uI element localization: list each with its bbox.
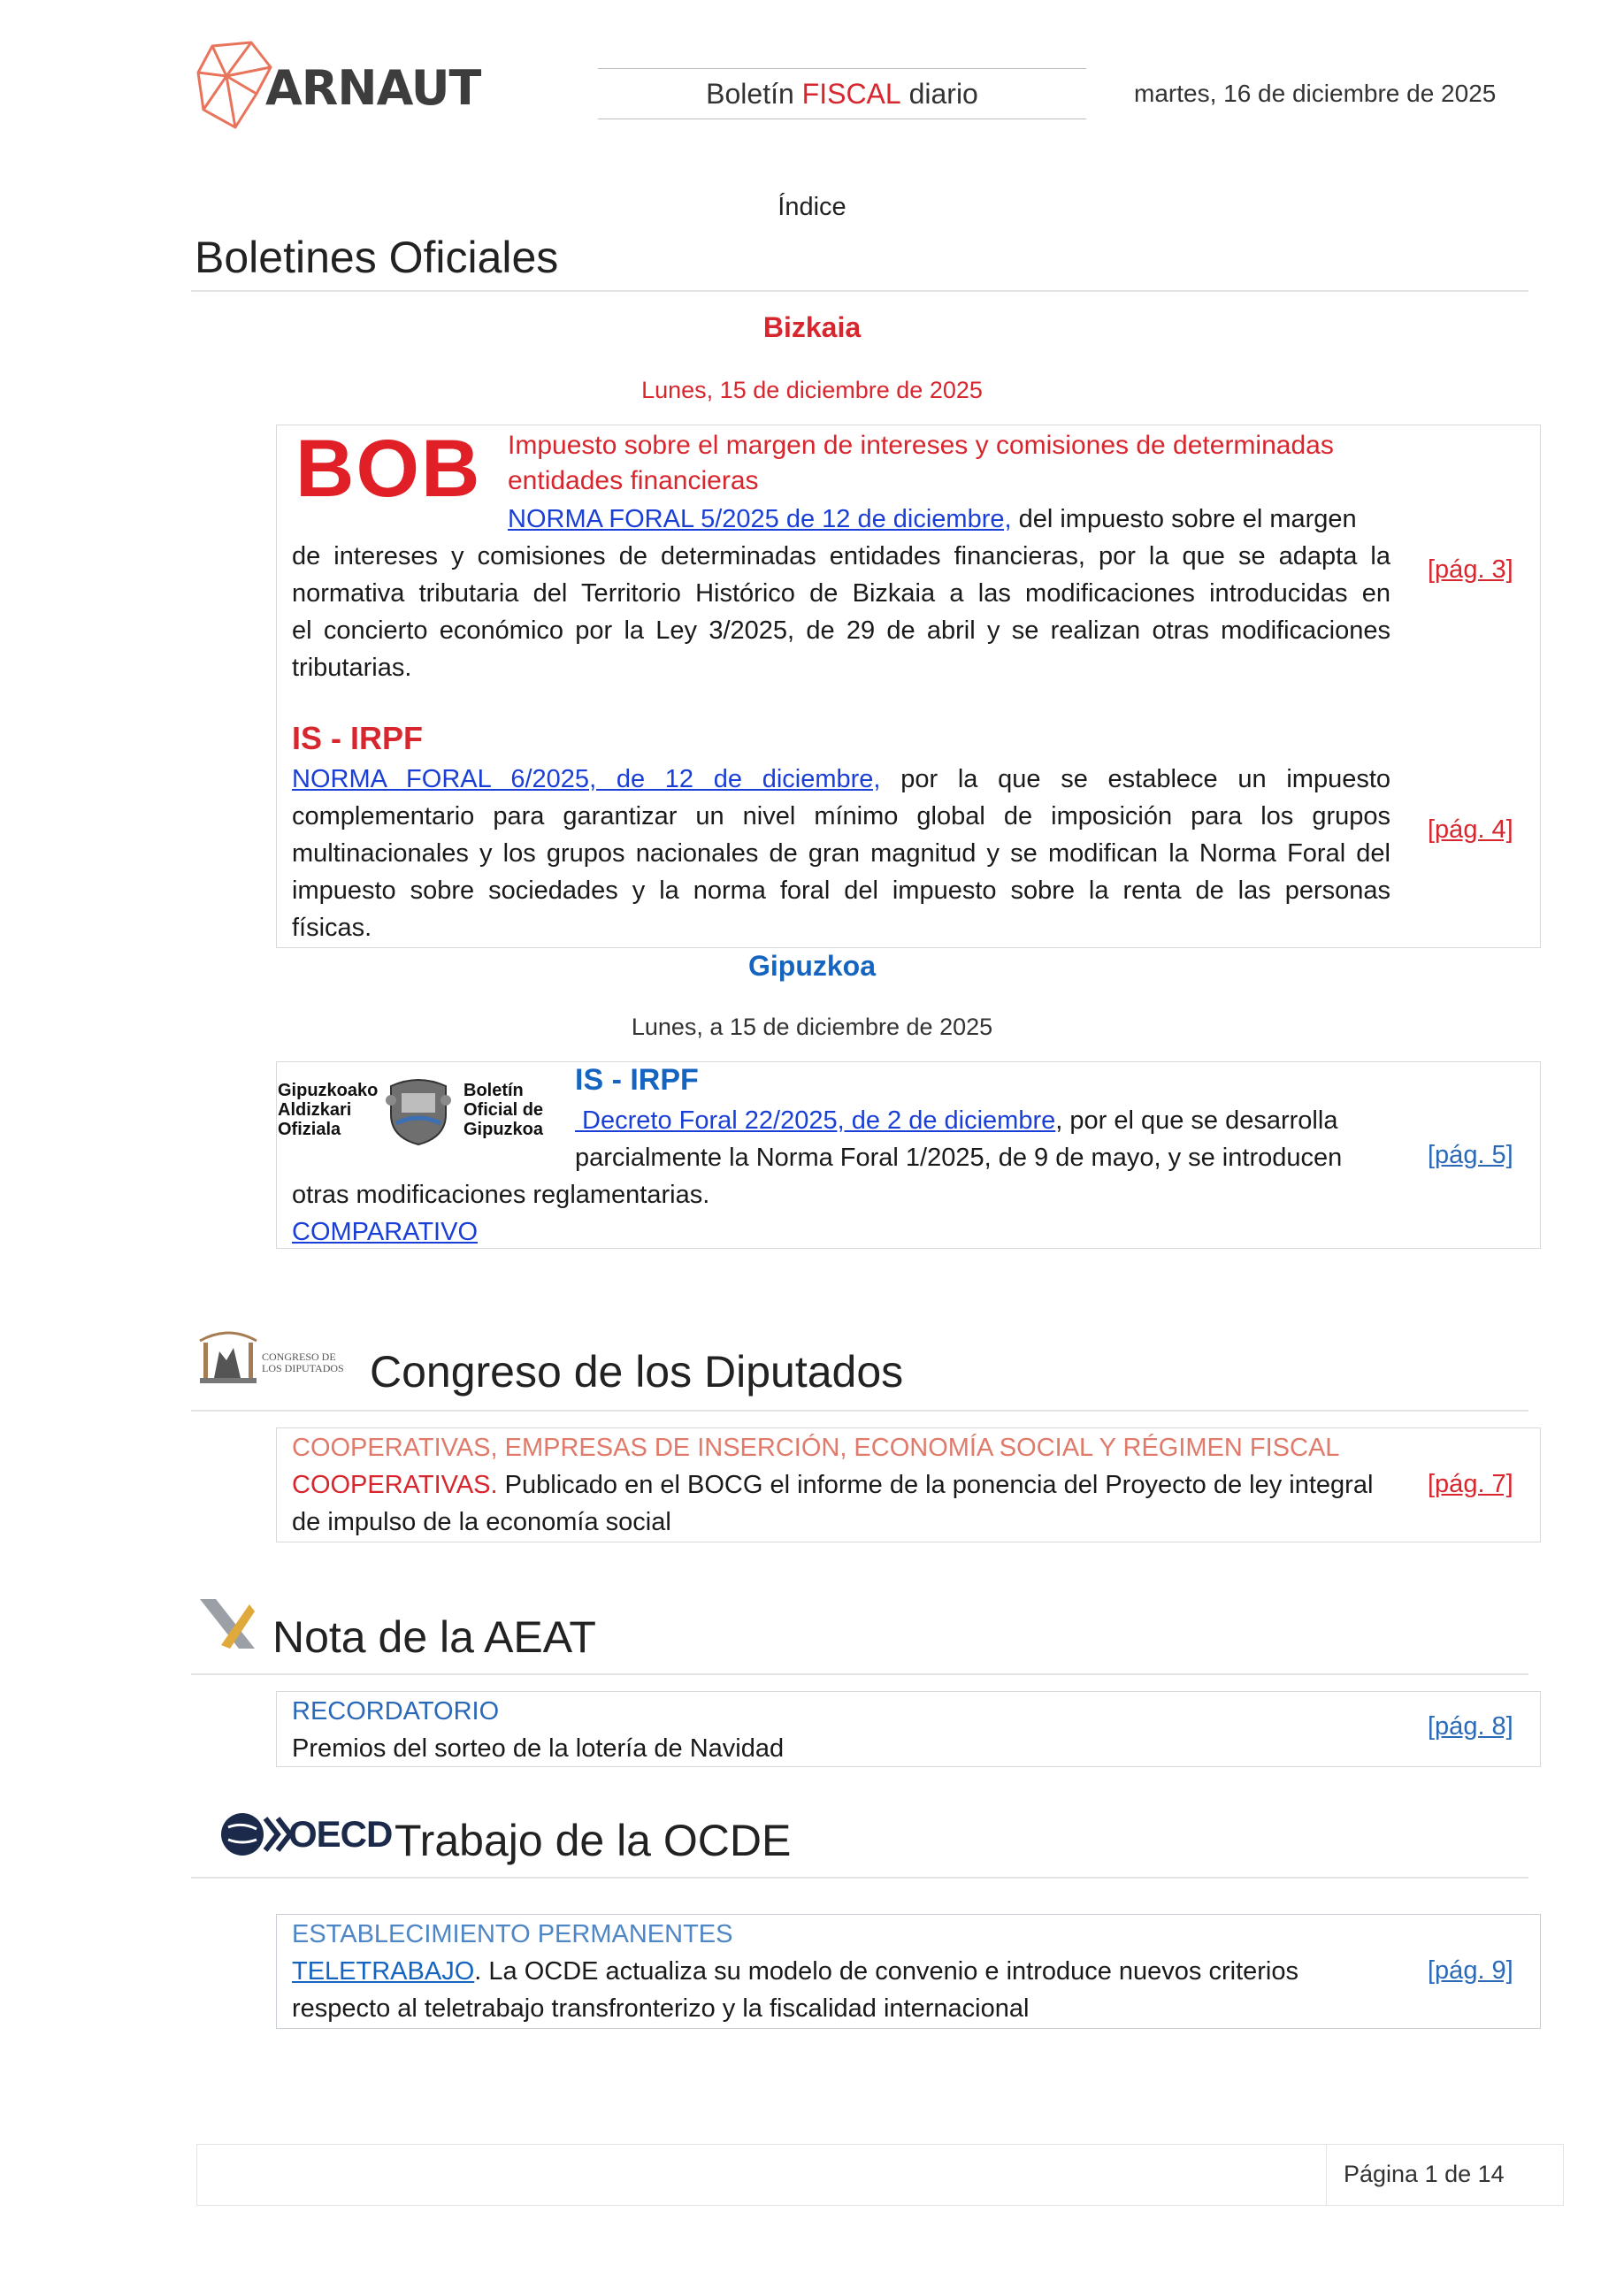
- bulletin-title: [598, 68, 1086, 119]
- region-date-bizkaia: Lunes, 15 de diciembre de 2025: [641, 377, 983, 403]
- bulletin-title-post: diario: [900, 77, 978, 110]
- entry-first-line: [292, 1466, 1373, 1504]
- region-gipuzkoa: Gipuzkoa: [747, 950, 876, 982]
- entry-lead: TELETRABAJO: [292, 1957, 475, 1986]
- page-reference-link[interactable]: [1428, 1141, 1513, 1170]
- entry-category: COOPERATIVAS, EMPRESAS DE INSERCIÓN, ECONOMÍA SOCIAL Y RÉGIMEN FISCAL: [292, 1434, 1340, 1462]
- oecd-globe-icon: [219, 1810, 294, 1859]
- norma-foral-5-link[interactable]: NORMA FORAL 5/2025 de 12 de diciembre,: [508, 505, 1012, 533]
- entry-heading: IS - IRPF: [292, 720, 424, 756]
- page-reference-text[interactable]: [pág. 8]: [1428, 1712, 1513, 1741]
- entry-first-line: [292, 761, 1390, 798]
- section-divider: [191, 1673, 1528, 1675]
- page-reference-text[interactable]: [pág. 7]: [1428, 1470, 1513, 1498]
- entry-category: ESTABLECIMIENTO PERMANENTES: [292, 1920, 733, 1948]
- section-title-aeat: Nota de la AEAT: [272, 1612, 596, 1662]
- entry-line: complementario para garantizar un nivel mínimo global de imposición para los grupos: [292, 802, 1390, 830]
- gipuzkoa-logo-left-text: Gipuzkoako Aldizkari Ofiziala: [278, 1081, 379, 1139]
- footer-box: [196, 2144, 1564, 2206]
- congreso-emblem-icon: [196, 1325, 260, 1387]
- comparativo-link[interactable]: COMPARATIVO: [292, 1218, 478, 1246]
- entry-line: el concierto económico por la Ley 3/2025, de 29 de abril y se realizan otras modificaciones: [292, 616, 1390, 645]
- entry-text: Publicado en el BOCG el informe de la ponencia del Proyecto de ley integral: [497, 1471, 1374, 1499]
- page-reference-text[interactable]: [pág. 5]: [1428, 1141, 1513, 1169]
- bulletin-title-pre: Boletín: [706, 77, 802, 110]
- page-number: Página 1 de 14: [1344, 2161, 1505, 2187]
- entry-first-line: [292, 1953, 1298, 1990]
- congreso-logo-text: CONGRESO DE LOS DIPUTADOS: [262, 1351, 344, 1374]
- page-reference-text[interactable]: [pág. 9]: [1428, 1956, 1513, 1985]
- entry-line: normativa tributaria del Territorio Histórico de Bizkaia a las modificaciones introducidas en: [292, 579, 1390, 608]
- entry-line: otras modificaciones reglamentarias.: [292, 1181, 710, 1209]
- region-bizkaia: Bizkaia: [762, 311, 862, 343]
- entry-first-line: [508, 501, 1390, 538]
- entry-text: por la que se establece un impuesto: [880, 765, 1391, 793]
- entry-line: parcialmente la Norma Foral 1/2025, de 9 de mayo, y se introducen: [575, 1144, 1343, 1172]
- gipuzkoa-logo-right-text: Boletín Oficial de Gipuzkoa: [463, 1081, 544, 1139]
- entry-line: de impulso de la economía social: [292, 1508, 671, 1536]
- entry-line: tributarias.: [292, 654, 412, 682]
- page-reference-link[interactable]: [1428, 815, 1513, 845]
- gipuzkoa-bulletin-logo: [278, 1072, 554, 1146]
- decreto-foral-22-link[interactable]: Decreto Foral 22/2025, de 2 de diciembre: [575, 1106, 1056, 1135]
- bulletin-title-highlight: FISCAL: [801, 77, 901, 110]
- entry-line: Premios del sorteo de la lotería de Navidad: [292, 1734, 785, 1763]
- page-reference-link[interactable]: [1428, 1956, 1513, 1986]
- gipuzkoa-coat-of-arms-icon: [384, 1074, 453, 1151]
- section-divider: [191, 1410, 1528, 1412]
- entry-line: de intereses y comisiones de determinadas entidades financieras, por la que se adapta la: [292, 542, 1390, 570]
- page-reference-link[interactable]: [1428, 555, 1513, 585]
- page-reference-link[interactable]: [1428, 1470, 1513, 1499]
- congreso-logo: [196, 1325, 370, 1390]
- entry-first-line: [575, 1102, 1337, 1139]
- arnaut-logo-text: ARNAUT: [265, 60, 481, 116]
- entry-category: RECORDATORIO: [292, 1697, 500, 1726]
- section-title-ocde: Trabajo de la OCDE: [395, 1816, 792, 1865]
- section-title-congreso: Congreso de los Diputados: [370, 1347, 904, 1397]
- comparativo-link-row: [292, 1213, 478, 1251]
- entry-text: , por el que se desarrolla: [1055, 1106, 1338, 1135]
- entry-lead: COOPERATIVAS.: [292, 1471, 498, 1499]
- region-date-gipuzkoa: Lunes, a 15 de diciembre de 2025: [631, 1014, 993, 1040]
- entry-line: respecto al teletrabajo transfronterizo y la fiscalidad internacional: [292, 1994, 1030, 2023]
- section-title-boletines: Boletines Oficiales: [195, 233, 559, 282]
- page-reference-text[interactable]: [pág. 4]: [1428, 815, 1513, 844]
- section-divider: [191, 290, 1528, 292]
- arnaut-logo-icon: [195, 41, 274, 137]
- bob-logo: BOB: [295, 424, 482, 514]
- norma-foral-6-link[interactable]: NORMA FORAL 6/2025, de 12 de diciembre,: [292, 765, 881, 793]
- entry-heading: IS - IRPF: [575, 1063, 699, 1097]
- entry-line: impuesto sobre sociedades y la norma foral del impuesto sobre la renta de las personas: [292, 876, 1390, 905]
- index-title: Índice: [778, 193, 846, 221]
- aeat-logo-icon: [196, 1596, 258, 1657]
- entry-line: multinacionales y los grupos nacionales de gran magnitud y se modifican la Norma Foral del: [292, 839, 1390, 868]
- footer-divider: [1326, 2145, 1327, 2205]
- entry-text: del impuesto sobre el margen: [1011, 505, 1357, 533]
- entry-text: . La OCDE actualiza su modelo de convenio e introduce nuevos criterios: [474, 1957, 1299, 1986]
- page-reference-link[interactable]: [1428, 1712, 1513, 1741]
- header-date: martes, 16 de diciembre de 2025: [1134, 80, 1497, 107]
- oecd-logo: [219, 1810, 393, 1859]
- entry-line: físicas.: [292, 914, 372, 942]
- section-divider: [191, 1877, 1528, 1879]
- oecd-logo-text: OECD: [288, 1813, 393, 1855]
- entry-heading: Impuesto sobre el margen de intereses y comisiones de determinadas entidades financieras: [508, 431, 1334, 495]
- page-reference-text[interactable]: [pág. 3]: [1428, 555, 1513, 584]
